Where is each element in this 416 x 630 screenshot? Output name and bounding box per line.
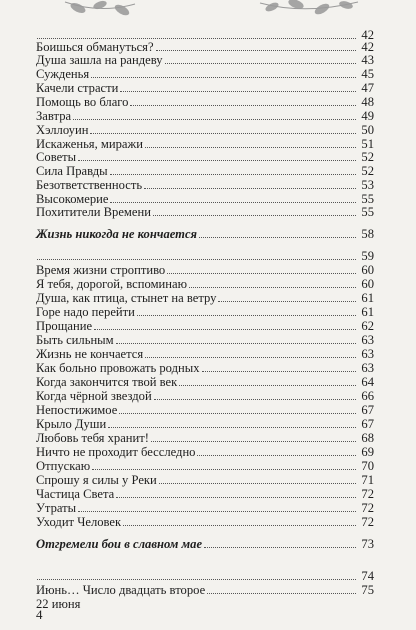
dot-leader bbox=[189, 287, 356, 288]
toc-entry-page: 50 bbox=[361, 123, 374, 137]
toc-entry bbox=[36, 305, 374, 319]
dot-leader bbox=[130, 105, 356, 106]
toc-entry-page: 45 bbox=[361, 67, 374, 81]
toc-entry bbox=[36, 123, 374, 137]
toc-entry-page: 53 bbox=[361, 178, 374, 192]
toc-entry-title: Ничто не проходит бесследно bbox=[36, 445, 196, 459]
toc-entry bbox=[36, 277, 374, 291]
dot-leader bbox=[110, 202, 356, 203]
dot-leader bbox=[90, 133, 356, 134]
toc-entry bbox=[36, 569, 374, 583]
toc-entry bbox=[36, 361, 374, 375]
dot-leader bbox=[153, 215, 356, 216]
toc-entry-page: 48 bbox=[361, 95, 374, 109]
toc-entry-title: Душа, как птица, стынет на ветру bbox=[36, 291, 217, 305]
toc-entry bbox=[36, 137, 374, 151]
toc-entry-title: Искаженья, миражи bbox=[36, 137, 143, 151]
dot-leader bbox=[145, 147, 356, 148]
toc-entry bbox=[36, 389, 374, 403]
toc-entry bbox=[36, 459, 374, 473]
toc-entry bbox=[36, 249, 374, 263]
toc-entry-title: Любовь тебя хранит! bbox=[36, 431, 149, 445]
toc-entry-title: Высокомерие bbox=[36, 192, 109, 206]
toc-entry bbox=[36, 81, 374, 95]
toc-entry bbox=[36, 67, 374, 81]
page-number: 4 bbox=[36, 607, 43, 622]
toc-entry-page: 60 bbox=[361, 277, 374, 291]
toc-entry-title: Как больно провожать родных bbox=[36, 361, 200, 375]
dot-leader bbox=[179, 385, 356, 386]
dot-leader bbox=[204, 547, 356, 548]
toc-entry-title: Время жизни строптиво bbox=[36, 263, 166, 277]
toc-entry-title: Быть сильным bbox=[36, 333, 114, 347]
toc-entry-title: Жизнь не кончается bbox=[36, 347, 144, 361]
toc-entry bbox=[36, 515, 374, 529]
toc-entry-page: 63 bbox=[361, 361, 374, 375]
toc-entry bbox=[36, 291, 374, 305]
dot-leader bbox=[197, 455, 356, 456]
toc-entry bbox=[36, 501, 374, 515]
toc-entry-page: 43 bbox=[361, 53, 374, 67]
dot-leader bbox=[37, 38, 356, 39]
dot-leader bbox=[116, 343, 356, 344]
toc-entry-title: Хэллоуин bbox=[36, 123, 89, 137]
toc-entry bbox=[36, 473, 374, 487]
toc-entry-title: Советы bbox=[36, 150, 77, 164]
toc-entry-page: 68 bbox=[361, 431, 374, 445]
toc-entry bbox=[36, 150, 374, 164]
leaf-branch-ornament-icon bbox=[60, 0, 360, 28]
dot-leader bbox=[37, 579, 356, 580]
dot-leader bbox=[167, 273, 356, 274]
dot-leader bbox=[94, 329, 356, 330]
toc-entry-page: 63 bbox=[361, 347, 374, 361]
toc-entry-title: Завтра bbox=[36, 109, 72, 123]
dot-leader bbox=[108, 427, 356, 428]
toc-entry bbox=[36, 333, 374, 347]
toc-entry bbox=[36, 109, 374, 123]
toc-entry-page: 69 bbox=[361, 445, 374, 459]
dot-leader bbox=[78, 511, 356, 512]
dot-leader bbox=[154, 399, 356, 400]
toc-entry-page: 72 bbox=[361, 487, 374, 501]
toc-entry bbox=[36, 487, 374, 501]
toc-entry bbox=[36, 95, 374, 109]
dot-leader bbox=[123, 525, 356, 526]
toc-entry-page: 51 bbox=[361, 137, 374, 151]
dot-leader bbox=[91, 77, 356, 78]
toc-entry-page: 71 bbox=[361, 473, 374, 487]
toc-entry-title: Я тебя, дорогой, вспоминаю bbox=[36, 277, 188, 291]
toc-entry-title: 22 июня bbox=[36, 597, 81, 611]
toc-entry-page: 64 bbox=[361, 375, 374, 389]
toc-entry bbox=[36, 53, 374, 67]
toc-entry bbox=[36, 597, 374, 611]
toc-entry-page: 72 bbox=[361, 501, 374, 515]
toc-entry-page: 63 bbox=[361, 333, 374, 347]
toc-section-heading bbox=[36, 227, 374, 241]
toc-entry-title: Сила Правды bbox=[36, 164, 108, 178]
toc-entry bbox=[36, 417, 374, 431]
toc-entry bbox=[36, 583, 374, 597]
toc-entry-title: Прощание bbox=[36, 319, 93, 333]
dot-leader bbox=[120, 91, 356, 92]
toc-entry-title: Уходит Человек bbox=[36, 515, 122, 529]
toc-entry bbox=[36, 263, 374, 277]
toc-entry-title: Жизнь никогда не кончается bbox=[36, 227, 198, 241]
toc-entry-page: 42 bbox=[361, 28, 374, 42]
toc-entry bbox=[36, 40, 374, 54]
toc-entry-page: 47 bbox=[361, 81, 374, 95]
toc-entry-title: Июнь… Число двадцать второе bbox=[36, 583, 206, 597]
toc-entry-page: 62 bbox=[361, 319, 374, 333]
toc-entry bbox=[36, 164, 374, 178]
toc-entry-page: 59 bbox=[361, 249, 374, 263]
toc-entry-title: Безответственность bbox=[36, 178, 143, 192]
toc-entry-page: 74 bbox=[361, 569, 374, 583]
dot-leader bbox=[218, 301, 356, 302]
toc-entry-page: 58 bbox=[361, 227, 374, 241]
toc-entry-title: Когда чёрной звездой bbox=[36, 389, 152, 403]
dot-leader bbox=[110, 174, 356, 175]
toc-entry-page: 49 bbox=[361, 109, 374, 123]
toc-entry-title: Качели страсти bbox=[36, 81, 119, 95]
dot-leader bbox=[151, 441, 356, 442]
dot-leader bbox=[165, 63, 356, 64]
toc-entry-title: Когда закончится твой век bbox=[36, 375, 178, 389]
toc-entry-page: 72 bbox=[361, 515, 374, 529]
dot-leader bbox=[73, 119, 356, 120]
toc-entry-page: 55 bbox=[361, 205, 374, 219]
toc-entry-title: Крыло Души bbox=[36, 417, 107, 431]
dot-leader bbox=[137, 315, 356, 316]
toc-entry-title: Непостижимое bbox=[36, 403, 118, 417]
dot-leader bbox=[92, 469, 356, 470]
dot-leader bbox=[37, 259, 356, 260]
toc-entry-title: Похитители Времени bbox=[36, 205, 151, 219]
toc-entry-page: 52 bbox=[361, 150, 374, 164]
toc-entry-title: Отпускаю bbox=[36, 459, 91, 473]
toc-entry-title: Душа зашла на рандеву bbox=[36, 53, 163, 67]
toc-entry-page: 52 bbox=[361, 164, 374, 178]
toc-entry-title: Утраты bbox=[36, 501, 77, 515]
toc-entry-page: 61 bbox=[361, 291, 374, 305]
toc-entry-title: Сужденья bbox=[36, 67, 90, 81]
toc-entry-title: Горе надо перейти bbox=[36, 305, 135, 319]
toc-entry bbox=[36, 445, 374, 459]
dot-leader bbox=[156, 50, 356, 51]
toc-entry-page: 73 bbox=[361, 537, 374, 551]
dot-leader bbox=[202, 371, 356, 372]
toc-entry-page: 66 bbox=[361, 389, 374, 403]
toc-entry-page: 70 bbox=[361, 459, 374, 473]
dot-leader bbox=[159, 483, 356, 484]
toc-entry bbox=[36, 375, 374, 389]
toc-entry-title: Частица Света bbox=[36, 487, 115, 501]
toc-entry-page: 61 bbox=[361, 305, 374, 319]
toc-entry bbox=[36, 192, 374, 206]
toc-entry-page: 60 bbox=[361, 263, 374, 277]
dot-leader bbox=[116, 497, 356, 498]
toc-entry-page: 55 bbox=[361, 192, 374, 206]
toc-entry-title: Боишься обмануться? bbox=[36, 40, 154, 54]
toc-entry bbox=[36, 178, 374, 192]
toc-entry bbox=[36, 319, 374, 333]
toc-section-heading bbox=[36, 537, 374, 551]
toc-entry bbox=[36, 347, 374, 361]
dot-leader bbox=[144, 188, 356, 189]
toc-entry bbox=[36, 205, 374, 219]
toc-entry-page: 67 bbox=[361, 403, 374, 417]
dot-leader bbox=[199, 237, 356, 238]
dot-leader bbox=[145, 357, 356, 358]
toc-entry-title: Помощь во благо bbox=[36, 95, 129, 109]
toc-entry-page: 42 bbox=[361, 40, 374, 54]
toc-entry-title: Спрошу я силы у Реки bbox=[36, 473, 157, 487]
toc-entry-title: Отгремели бои в славном мае bbox=[36, 537, 203, 551]
dot-leader bbox=[207, 593, 356, 594]
dot-leader bbox=[119, 413, 356, 414]
toc-entry bbox=[36, 431, 374, 445]
toc-entry bbox=[36, 403, 374, 417]
dot-leader bbox=[78, 160, 356, 161]
toc-entry-page: 67 bbox=[361, 417, 374, 431]
toc-entry-page: 75 bbox=[361, 583, 374, 597]
